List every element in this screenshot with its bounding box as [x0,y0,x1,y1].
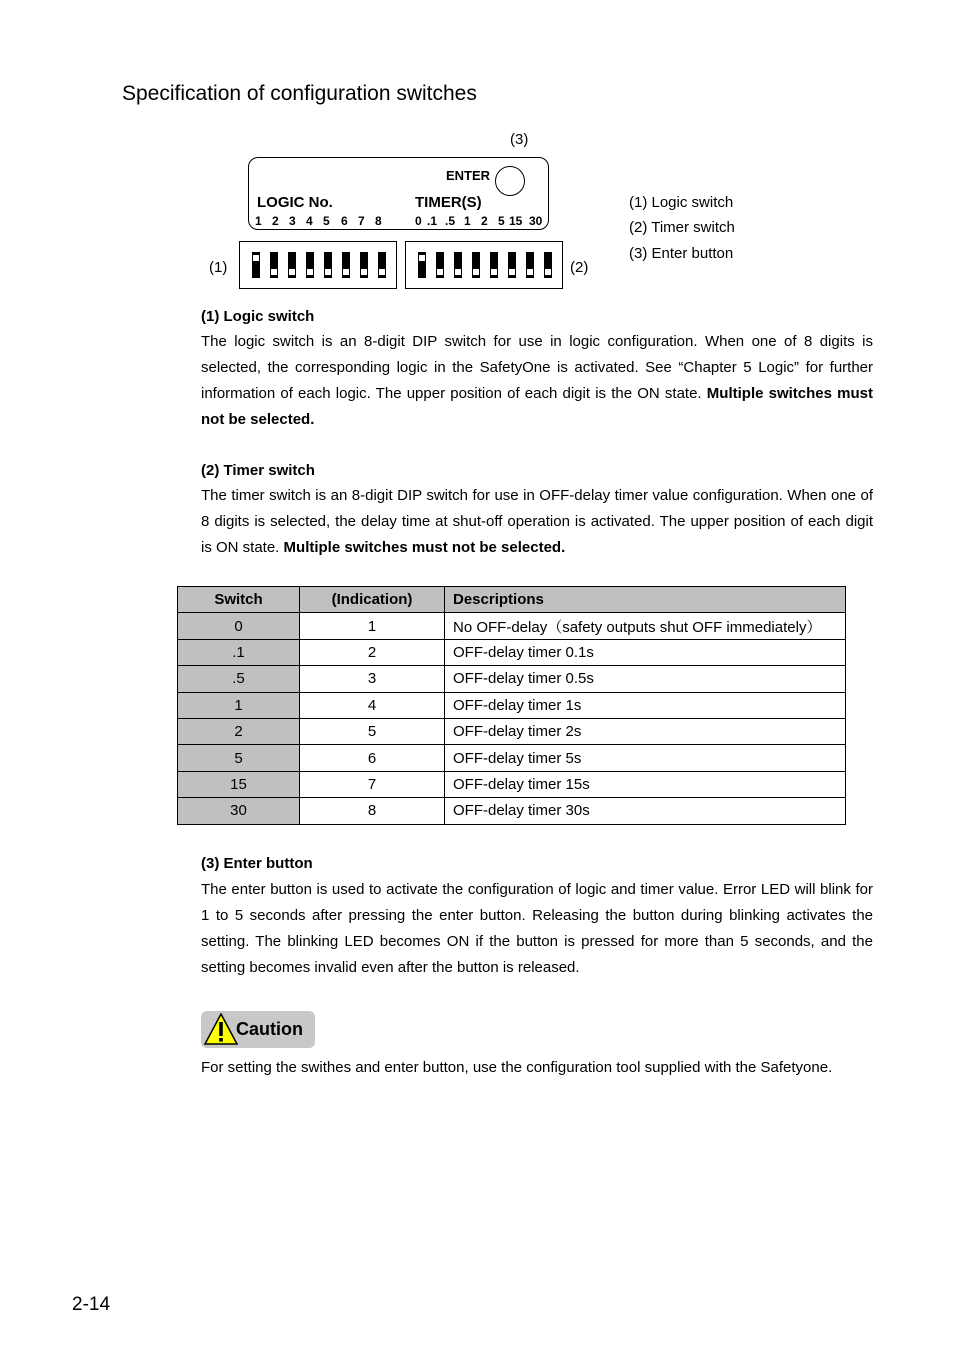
table-row [178,666,846,692]
switch-cell: .5 [178,666,300,692]
table-row [178,745,846,771]
logic-digit: 5 [323,214,330,228]
timer-switch-heading: (2) Timer switch [201,462,315,479]
switch-panel [248,157,549,230]
indication-cell: 6 [300,745,445,771]
switch-cell: 15 [178,771,300,797]
logic-digit: 7 [358,214,365,228]
dip-lever[interactable] [526,252,534,278]
table-row [178,771,846,797]
description-cell: OFF-delay timer 2s [445,718,846,744]
dip-lever[interactable] [418,252,426,278]
switch-cell: 1 [178,692,300,718]
switch-cell: 2 [178,718,300,744]
logic-digit: 4 [306,214,313,228]
legend-item: (3) Enter button [629,245,734,262]
table-row [178,798,846,824]
dip-lever[interactable] [342,252,350,278]
logic-switch-text [201,329,873,433]
indication-cell: 2 [300,639,445,665]
logic-dip-switch[interactable] [239,241,397,289]
description-cell: OFF-delay timer 1s [445,692,846,718]
legend-item: (2) Timer switch [629,219,735,236]
enter-button[interactable] [495,166,525,196]
table-header-row [178,587,846,613]
description-cell: OFF-delay timer 15s [445,771,846,797]
logic-digit: 2 [272,214,279,228]
timer-digit: 2 [481,214,488,228]
caution-badge [201,1011,315,1048]
dip-lever[interactable] [454,252,462,278]
description-cell: No OFF-delay（safety outputs shut OFF immediately） [445,613,846,639]
caution-text: For setting the swithes and enter button, use the configuration tool supplied with the Safetyone. [201,1059,833,1076]
description-cell: OFF-delay timer 0.1s [445,639,846,665]
switch-cell: 0 [178,613,300,639]
description-cell: OFF-delay timer 5s [445,745,846,771]
enter-button-heading: (3) Enter button [201,855,313,872]
dip-lever[interactable] [306,252,314,278]
timer-switch-text [201,483,873,561]
timer-digit: 0 [415,214,422,228]
switch-cell: .1 [178,639,300,665]
warning-triangle-icon [204,1013,238,1045]
dip-lever[interactable] [508,252,516,278]
table-row [178,613,846,639]
table-row [178,692,846,718]
logic-switch-heading: (1) Logic switch [201,308,315,325]
col-header-indication: (Indication) [300,587,445,613]
enter-label: ENTER [446,168,491,183]
table-row [178,718,846,744]
caution-label: Caution [236,1019,303,1039]
page-number: 2-14 [72,1294,111,1315]
switch-cell: 30 [178,798,300,824]
logic-digit: 8 [375,214,382,228]
dip-lever[interactable] [360,252,368,278]
logic-switch-body: The logic switch is an 8-digit DIP switch for use in logic configuration. When one of 8 digits is selected, the corresponding logic in the SafetyOne is activated. See “Chapter 5 Logic” for further information of each logic. The upper position of each digit is the ON state. [201,333,873,402]
indication-cell: 1 [300,613,445,639]
callout-1: (1) [209,259,228,276]
callout-2: (2) [570,259,589,276]
timer-digit: 5 [498,214,505,228]
timer-digit: 1 [464,214,471,228]
timer-switch-warning: Multiple switches must not be selected. [283,539,566,556]
timer-digit: .1 [427,214,438,228]
dip-lever[interactable] [472,252,480,278]
dip-lever[interactable] [324,252,332,278]
timer-switch-body: The timer switch is an 8-digit DIP switch for use in OFF-delay timer value configuration. When one of 8 digits is selected, the delay time at shut-off operation is activated. The upper position of each digit is ON state. [201,487,873,556]
timer-digit: 15 [509,214,523,228]
logic-digit: 1 [255,214,262,228]
dip-lever[interactable] [436,252,444,278]
description-cell: OFF-delay timer 30s [445,798,846,824]
dip-lever[interactable] [288,252,296,278]
timer-digit: .5 [445,214,456,228]
dip-lever[interactable] [490,252,498,278]
table-row [178,639,846,665]
dip-lever[interactable] [544,252,552,278]
logic-digit: 6 [341,214,348,228]
dip-lever[interactable] [270,252,278,278]
callout-3: (3) [510,131,529,148]
indication-cell: 7 [300,771,445,797]
timer-digit: 30 [529,214,543,228]
description-cell: OFF-delay timer 0.5s [445,666,846,692]
indication-cell: 3 [300,666,445,692]
dip-lever[interactable] [378,252,386,278]
col-header-descriptions: Descriptions [445,587,846,613]
page-title: Specification of configuration switches [122,82,477,105]
logic-no-label: LOGIC No. [257,194,333,211]
timer-dip-switch[interactable] [405,241,563,289]
timer-table [177,586,846,825]
enter-button-text: The enter button is used to activate the configuration of logic and timer value. Error LED will blink for 1 to 5 seconds after pressing the enter button. Releasing the button during blinking activates the setting. The blinking LED becomes ON if the button is pressed for more than 5 seconds, and the setting becomes invalid even after the button is released. [201,881,873,976]
switch-cell: 5 [178,745,300,771]
logic-switch-warning: Multiple switches must not be selected. [201,385,874,428]
legend-item: (1) Logic switch [629,194,734,211]
timer-label: TIMER(S) [415,194,482,211]
indication-cell: 8 [300,798,445,824]
col-header-switch: Switch [178,587,300,613]
indication-cell: 4 [300,692,445,718]
indication-cell: 5 [300,718,445,744]
logic-digit: 3 [289,214,296,228]
dip-lever[interactable] [252,252,260,278]
